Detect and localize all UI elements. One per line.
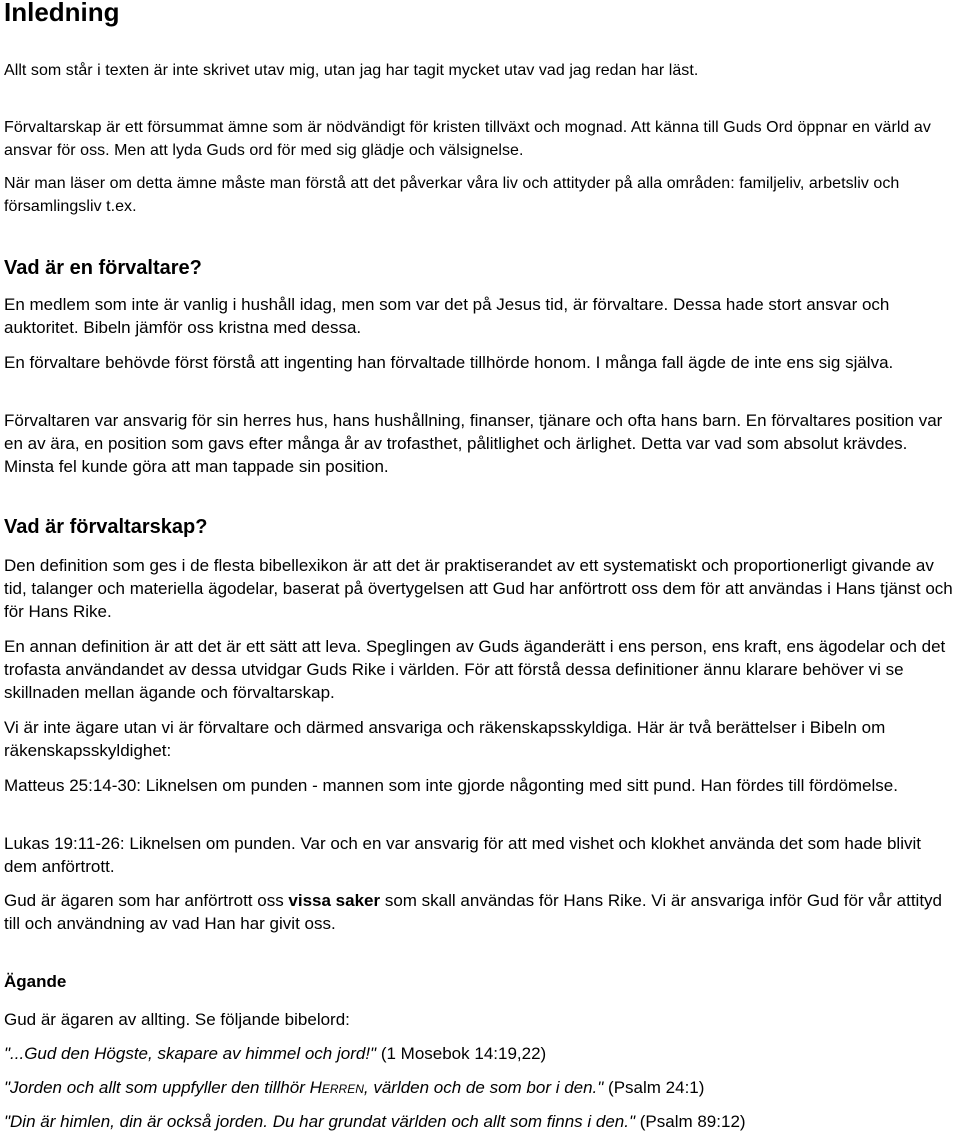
forvaltarskap-p6-text-before: Gud är ägaren som har anförtrott oss	[4, 891, 289, 910]
forvaltarskap-paragraph-2: En annan definition är att det är ett sätt att leva. Speglingen av Guds äganderätt i ens person, ens kraft, ens ägodelar och det trofasta användandet av dessa utvidgar Guds Rike i världen. För att förstå dessa definitioner ännu klarare behöver vi se skillnaden mellan ägande och förvaltarskap.	[4, 637, 946, 702]
intro-paragraph-1: Allt som står i texten är inte skrivet utav mig, utan jag har tagit mycket utav vad jag redan har läst.	[4, 62, 699, 79]
forvaltare-paragraph-1: En medlem som inte är vanlig i hushåll idag, men som var det på Jesus tid, är förvaltare. Dessa hade stort ansvar och auktoritet. Bibeln jämför oss kristna med dessa.	[4, 295, 890, 337]
bible-quote-2-text-b: , världen och de som bor i den."	[363, 1078, 604, 1097]
forvaltarskap-paragraph-6	[4, 889, 956, 935]
bible-quote-2-reference: (Psalm 24:1)	[603, 1078, 705, 1097]
intro-paragraph-2: Förvaltarskap är ett försummat ämne som är nödvändigt för kristen tillväxt och mognad. Att känna till Guds Ord öppnar en värld av ansvar för oss. Men att lyda Guds ord för med sig glädje och välsignelse.	[4, 119, 931, 159]
bible-quote-2-smallcaps: erren	[321, 1078, 364, 1097]
bible-quote-1	[4, 1042, 956, 1065]
forvaltarskap-p6-text-after: som skall användas för Hans Rike. Vi är ansvariga inför Gud för vår attityd till och användning av vad Han har givit oss.	[4, 891, 943, 933]
bible-quote-1-text: "...Gud den Högste, skapare av himmel och jord!"	[4, 1044, 377, 1063]
forvaltare-paragraph-2: En förvaltare behövde först förstå att ingenting han förvaltade tillhörde honom. I många fall ägde de inte ens sig själva.	[4, 353, 894, 372]
intro-paragraph-3: När man läser om detta ämne måste man förstå att det påverkar våra liv och attityder på alla områden: familjeliv, arbetsliv och församlingsliv t.ex.	[4, 175, 900, 215]
forvaltarskap-paragraph-1: Den definition som ges i de flesta bibellexikon är att det är praktiserandet av ett systematiskt och proportionerligt givande av tid, talanger och materiella ägodelar, baserat på övertygelsen att Gud har anförtrott oss dem för att användas i Hans tjänst och för Hans Rike.	[4, 556, 953, 621]
bible-quote-3	[4, 1110, 956, 1133]
bible-quote-3-reference: (Psalm 89:12)	[635, 1112, 746, 1131]
heading-agande: Ägande	[4, 972, 67, 991]
forvaltare-paragraph-3: Förvaltaren var ansvarig för sin herres hus, hans hushållning, finanser, tjänare och ofta hans barn. En förvaltares position var en av ära, en position som gavs efter många år av trofasthet, pålitlighet och ärlighet. Detta var vad som absolut krävdes. Minsta fel kunde göra att man tappade sin position.	[4, 411, 943, 476]
forvaltarskap-paragraph-3: Vi är inte ägare utan vi är förvaltare och därmed ansvariga och räkenskapsskyldiga. Här är två berättelser i Bibeln om räkenskapsskyldighet:	[4, 718, 886, 760]
heading-vad-ar-en-forvaltare: Vad är en förvaltare?	[4, 257, 202, 279]
bible-quote-2	[4, 1076, 956, 1099]
bible-quote-1-reference: (1 Mosebok 14:19,22)	[376, 1044, 547, 1063]
forvaltarskap-p6-bold: vissa saker	[288, 891, 381, 910]
bible-quote-3-text: "Din är himlen, din är också jorden. Du har grundat världen och allt som finns i den."	[4, 1112, 636, 1131]
forvaltarskap-paragraph-4: Matteus 25:14-30: Liknelsen om punden - mannen som inte gjorde någonting med sitt pund. Han fördes till fördömelse.	[4, 776, 898, 795]
page-title: Inledning	[4, 0, 120, 27]
heading-vad-ar-forvaltarskap: Vad är förvaltarskap?	[4, 516, 208, 538]
forvaltarskap-paragraph-5: Lukas 19:11-26: Liknelsen om punden. Var och en var ansvarig för att med vishet och klokhet använda det som hade blivit dem anförtrott.	[4, 834, 921, 876]
agande-paragraph-1: Gud är ägaren av allting. Se följande bibelord:	[4, 1010, 350, 1029]
bible-quote-2-text-a: "Jorden och allt som uppfyller den tillhör H	[4, 1078, 322, 1097]
